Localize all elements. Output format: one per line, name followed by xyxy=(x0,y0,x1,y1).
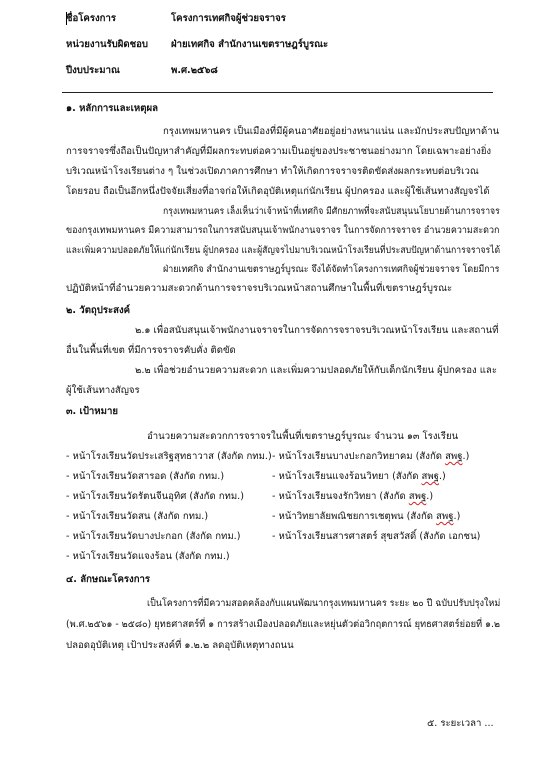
school-item: - หน้าโรงเรียนวัดรัตนจีนอุทิศ (สังกัด กทม.) xyxy=(66,491,244,502)
school-item: - หน้าโรงเรียนวัดแจงร้อน (สังกัด กทม.) xyxy=(66,551,230,562)
section-1-line: บริเวณหน้าโรงเรียนต่าง ๆ ในช่วงเปิดภาคการศึกษา ทำให้เกิดการจราจรติดขัดส่งผลกระทบต่อบริเวณ xyxy=(66,166,479,177)
section-3-intro: อำนวยความสะดวกการจราจรในพื้นที่เขตราษฎร์บูรณะ จำนวน ๑๓ โรงเรียน xyxy=(147,431,459,442)
school-item: - หน้าโรงเรียนสารศาสตร์ สุขสวัสดิ์ (สังกัด เอกชน) xyxy=(272,531,481,542)
school-item: - หน้าโรงเรียนแจงร้อนวิทยา (สังกัด สพฐ.) xyxy=(272,471,446,482)
section-1-line: ฝ่ายเทศกิจ สำนักงานเขตราษฎร์บูรณะ จึงได้จัดทำโครงการเทศกิจผู้ช่วยจราจร โดยมีการ xyxy=(163,264,500,275)
agency-value: ฝ่ายเทศกิจ สำนักงานเขตราษฎร์บูรณะ xyxy=(171,39,329,50)
section-1-line: ของกรุงเทพมหานคร มีความสามารถในการสนับสนุนเจ้าพนักงานจราจร ในการจัดการจราจร อำนวยความสะดวก xyxy=(66,225,500,236)
fiscal-year-value: พ.ศ.๒๕๖๘ xyxy=(171,65,218,76)
section-4-line: ปลอดอุบัติเหตุ เป้าประสงค์ที่ ๑.๒.๒ ลดอุบัติเหตุทางถนน xyxy=(66,640,294,651)
section-2-title: ๒. วัตถุประสงค์ xyxy=(66,305,131,316)
school-item: - หน้าโรงเรียนวัดประเสริฐสุทธาวาส (สังกัด กทม.) xyxy=(66,451,272,462)
section-2-line: ๒.๒ เพื่อช่วยอำนวยความสะดวก และเพิ่มความปลอดภัยให้กับเด็กนักเรียน ผู้ปกครอง และ xyxy=(135,365,497,376)
section-2-line: ผู้ใช้เส้นทางสัญจร xyxy=(66,385,140,396)
school-item: - หน้าโรงเรียนวัดสน (สังกัด กทม.) xyxy=(66,511,209,522)
school-item: - หน้าโรงเรียนจงรักวิทยา (สังกัด สพฐ.) xyxy=(272,491,434,502)
section-3-title: ๓. เป้าหมาย xyxy=(66,406,118,417)
school-item: - หน้าโรงเรียนวัดบางปะกอก (สังกัด กทม.) xyxy=(66,531,241,542)
header-divider xyxy=(62,92,493,93)
section-1-line: โดยรอบ ถือเป็นอีกหนึ่งปัจจัยเสี่ยงที่อาจก่อให้เกิดอุบัติเหตุแก่นักเรียน ผู้ปกครอง และผู้ใช้เส้นทางสัญจรได้ xyxy=(66,186,490,197)
section-4-line: เป็นโครงการที่มีความสอดคล้องกับแผนพัฒนากรุงเทพมหานคร ระยะ ๒๐ ปี ฉบับปรับปรุงใหม่ xyxy=(147,598,501,609)
school-item: - หน้าวิทยาลัยพณิชยการเชตุพน (สังกัด สพฐ.) xyxy=(272,511,461,522)
section-1-title: ๑. หลักการและเหตุผล xyxy=(66,103,158,114)
section-2-line: อื่นในพื้นที่เขต ที่มีการจราจรคับคั่ง ติดขัด xyxy=(66,345,236,356)
school-item: - หน้าโรงเรียนวัดสารอด (สังกัด กทม.) xyxy=(66,471,225,482)
project-value: โครงการเทศกิจผู้ช่วยจราจร xyxy=(171,13,286,24)
section-2-line: ๒.๑ เพื่อสนับสนุนเจ้าพนักงานจราจรในการจัดการจราจรบริเวณหน้าโรงเรียน และสถานที่ xyxy=(135,325,499,336)
section-1-line: การจราจรซึ่งถือเป็นปัญหาสำคัญที่มีผลกระทบต่อความเป็นอยู่ของประชาชนอย่างมาก โดยเฉพาะอย่างยิ่ง xyxy=(66,146,492,157)
agency-label: หน่วยงานรับผิดชอบ xyxy=(66,39,148,50)
school-item: - หน้าโรงเรียนบางปะกอกวิทยาคม (สังกัด สพฐ.) xyxy=(272,451,470,462)
section-4-line: (พ.ศ.๒๕๖๑ - ๒๕๘๐) ยุทธศาสตร์ที่ ๑ การสร้างเมืองปลอดภัยและหยุ่นตัวต่อวิกฤตการณ์ ยุทธศาสตร์ย่อยที่ ๑.๒ xyxy=(66,619,501,630)
section-4-title: ๔. ลักษณะโครงการ xyxy=(66,574,151,585)
continuation-note: ๕. ระยะเวลา ... xyxy=(427,718,494,729)
section-1-line: และเพิ่มความปลอดภัยให้แก่นักเรียน ผู้ปกครอง และผู้สัญจรไปมาบริเวณหน้าโรงเรียนที่ประสบปัญหาด้านการจราจรได้ xyxy=(66,245,501,256)
section-1-line: ปฏิบัติหน้าที่อำนวยความสะดวกด้านการจราจรบริเวณหน้าสถานศึกษาในพื้นที่เขตราษฎร์บูรณะ xyxy=(66,283,453,294)
fiscal-year-label: ปีงบประมาณ xyxy=(66,65,120,76)
section-1-line: กรุงเทพมหานคร เป็นเมืองที่มีผู้คนอาศัยอยู่อย่างหนาแน่น และมักประสบปัญหาด้าน xyxy=(163,126,500,137)
section-1-line: กรุงเทพมหานคร เล็งเห็นว่าเจ้าหน้าที่เทศกิจ มีศักยภาพที่จะสนับสนุนนโยบายด้านการจราจร xyxy=(163,206,500,217)
project-label: ชื่อโครงการ xyxy=(66,13,117,24)
